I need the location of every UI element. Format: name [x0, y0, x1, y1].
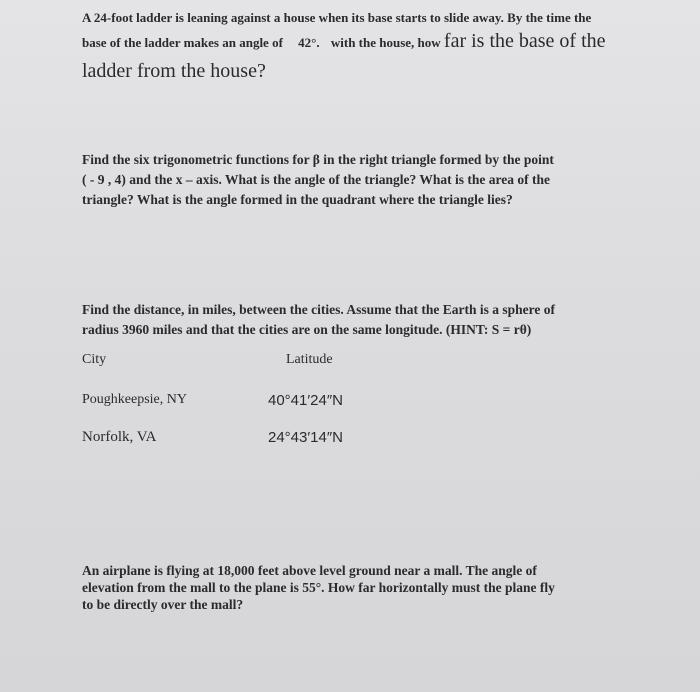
ladder-angle: 42°.	[298, 35, 320, 50]
table-header	[82, 352, 582, 372]
airplane-line-3: to be directly over the mall?	[82, 597, 244, 612]
distance-problem	[82, 300, 640, 340]
header-latitude: Latitude	[286, 352, 333, 367]
table-row	[82, 392, 582, 412]
ladder-line-3: ladder from the house?	[82, 60, 266, 82]
ladder-problem	[82, 8, 640, 86]
trig-problem	[82, 150, 640, 210]
distance-line-2: radius 3960 miles and that the cities are on the same longitude. (HINT: S = rθ)	[82, 322, 532, 337]
ladder-line-2-end: far is the base of the	[443, 30, 606, 52]
trig-line-2: ( - 9 , 4) and the x – axis. What is the angle of the triangle? What is the area of the	[82, 172, 550, 187]
header-city: City	[82, 352, 107, 367]
trig-line-3: triangle? What is the angle formed in the quadrant where the triangle lies?	[82, 192, 513, 207]
trig-line-1: Find the six trigonometric functions for β in the right triangle formed by the point	[82, 152, 554, 167]
table-row	[82, 429, 582, 449]
city-cell: Norfolk, VA	[82, 429, 157, 445]
ladder-line-1: A 24-foot ladder is leaning against a house when its base starts to slide away. By the time the	[82, 10, 592, 25]
ladder-line-2-mid: with the house, how	[330, 35, 441, 50]
airplane-problem	[82, 562, 640, 613]
latitude-table	[82, 352, 582, 446]
airplane-line-1: An airplane is flying at 18,000 feet above level ground near a mall. The angle of	[82, 563, 537, 578]
ladder-line-2	[82, 28, 640, 56]
ladder-line-2-start: base of the ladder makes an angle of	[82, 35, 283, 50]
latitude-cell: 40°41′24″N	[268, 392, 344, 409]
latitude-cell: 24°43′14″N	[268, 429, 344, 446]
distance-line-1: Find the distance, in miles, between the cities. Assume that the Earth is a sphere of	[82, 302, 555, 317]
airplane-line-2: elevation from the mall to the plane is 55°. How far horizontally must the plane fly	[82, 580, 555, 595]
city-cell: Poughkeepsie, NY	[82, 392, 187, 407]
